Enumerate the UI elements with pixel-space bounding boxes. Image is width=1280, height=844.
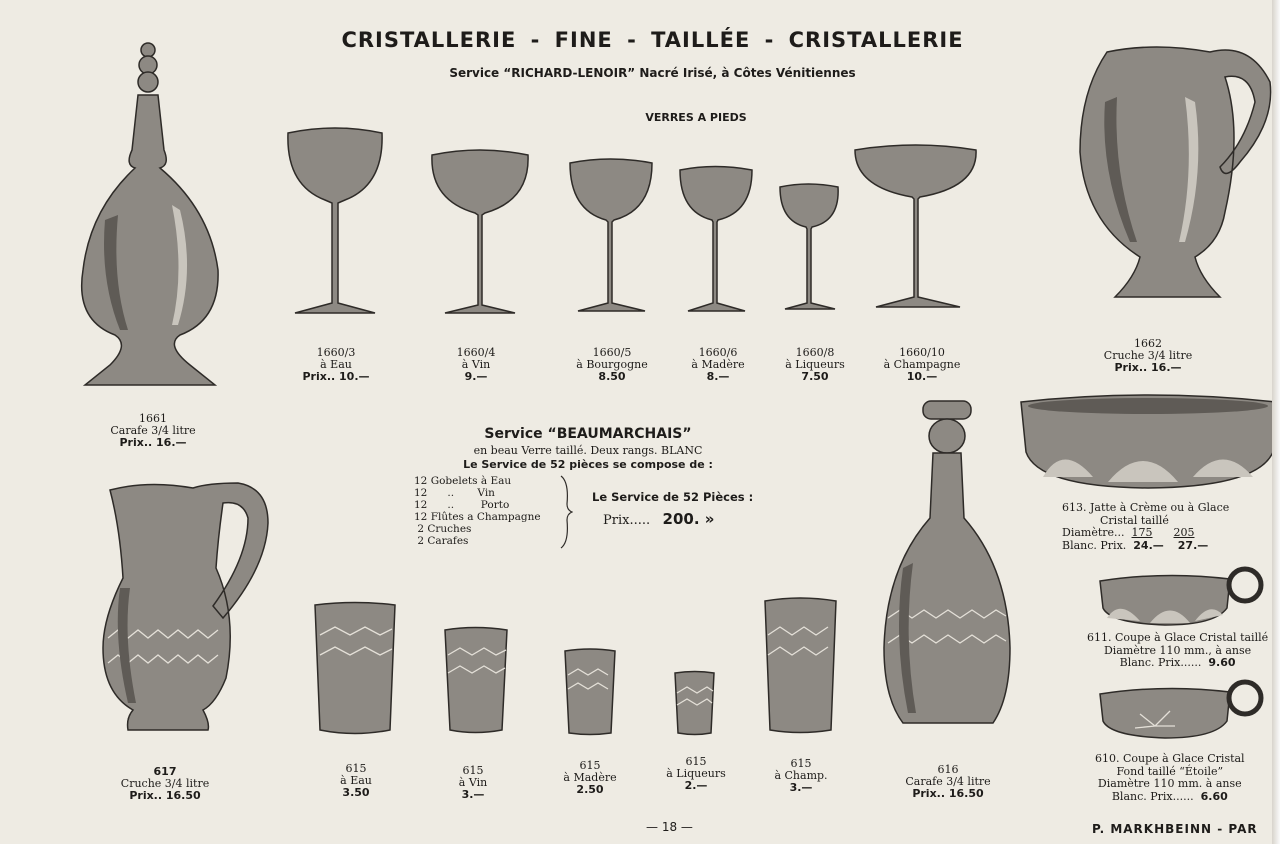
gobelet-champagne	[765, 598, 836, 733]
gobelet-eau	[315, 603, 395, 734]
page-subtitle: Service “RICHARD-LENOIR” Nacré Irisé, à Côtes Vénitiennes	[449, 66, 856, 80]
item-price: 24.—	[1133, 538, 1164, 552]
verre-caption	[302, 347, 369, 383]
price-row	[1062, 540, 1229, 553]
item-number: 1660/3	[316, 346, 356, 359]
glass-1660-10	[855, 145, 976, 307]
list-item: 12 Gobelets à Eau	[414, 475, 512, 487]
item-name: à Liqueurs	[785, 358, 845, 371]
item-price: 10.—	[906, 370, 938, 383]
item-description: Diamètre 110 mm. à anse	[1097, 777, 1242, 790]
item-number: 615	[579, 759, 601, 772]
beaumarchais-description: en beau Verre taillé. Deux rangs. BLANC	[473, 444, 703, 457]
item-name: à Bourgogne	[576, 358, 648, 371]
item-price: 2.50	[576, 783, 604, 796]
item-price: 8.50	[598, 370, 626, 383]
item-price: 27.—	[1177, 538, 1209, 552]
carafe-616-caption	[905, 764, 990, 800]
service-total-price: 200. »	[662, 510, 715, 528]
item-number: 617	[153, 765, 177, 778]
list-item: 12 .. Porto	[414, 499, 510, 511]
item-name: à Vin	[458, 776, 488, 789]
cruche-617-caption	[121, 766, 209, 802]
coupe-611-caption	[1087, 632, 1268, 670]
item-price: 6.60	[1200, 789, 1228, 803]
item-title: 610. Coupe à Glace Cristal	[1095, 752, 1245, 765]
item-description: Diamètre 110 mm., à anse	[1103, 643, 1252, 657]
item-price: 7.50	[801, 370, 829, 383]
item-number: 615	[790, 757, 812, 770]
item-number: 615	[462, 764, 484, 777]
jatte-613-image	[1018, 392, 1280, 492]
item-name: à Champagne	[883, 358, 961, 371]
item-price: Prix.. 16.50	[129, 789, 201, 802]
item-price: 8.—	[706, 370, 730, 383]
carafe-1661-caption	[110, 413, 195, 449]
item-number: 1662	[1134, 337, 1162, 350]
item-price: 9.—	[464, 370, 488, 383]
item-name: Carafe 3/4 litre	[110, 424, 196, 437]
item-number: 1660/5	[592, 346, 632, 359]
diameter-value: 205	[1173, 526, 1195, 539]
carafe-616-image	[878, 398, 1018, 733]
item-name: à Madère	[691, 358, 745, 371]
price-label: Blanc. Prix.	[1062, 538, 1127, 552]
item-number: 1660/8	[795, 346, 835, 359]
price-label: Blanc. Prix......	[1119, 656, 1202, 669]
glass-1660-8	[780, 184, 838, 309]
item-price: 3.—	[789, 781, 813, 794]
verres-a-pieds-images	[280, 125, 1000, 320]
item-name: Cruche 3/4 litre	[120, 777, 210, 790]
brace	[559, 474, 573, 550]
list-item: 12 .. Vin	[414, 487, 495, 499]
price-label: Prix.....	[603, 513, 651, 528]
item-number: 1660/4	[456, 346, 496, 359]
item-name: à Eau	[320, 358, 352, 371]
item-description: Fond taillé “Étoile”	[1116, 764, 1224, 778]
coupe-611-image	[1095, 563, 1267, 628]
service-total-price-row	[603, 510, 714, 528]
item-name: Carafe 3/4 litre	[905, 775, 991, 788]
item-price: Prix.. 16.50	[912, 787, 984, 800]
list-item: 12 Flûtes a Champagne	[414, 511, 541, 523]
section-heading: VERRES A PIEDS	[645, 111, 747, 124]
gobelets-615-images	[310, 595, 840, 737]
diameter-value: 175	[1131, 526, 1153, 539]
item-price: Prix.. 16.—	[119, 436, 187, 449]
glass-1660-4	[432, 150, 528, 313]
gobelet-vin	[445, 628, 507, 733]
item-title: 611. Coupe à Glace Cristal taillé	[1087, 631, 1269, 644]
gobelet-liqueurs	[675, 672, 714, 735]
verre-caption	[576, 347, 647, 383]
page-number: — 18 —	[646, 820, 693, 834]
coupe-610-caption	[1095, 753, 1245, 803]
item-number: 1661	[138, 412, 167, 425]
page-edge	[1272, 0, 1280, 844]
cruche-1662-caption	[1104, 338, 1192, 374]
item-price: 3.—	[461, 788, 485, 801]
item-description: Cristal taillé	[1100, 513, 1169, 527]
item-price: Prix.. 16.—	[1114, 361, 1182, 374]
list-item: 2 Cruches	[414, 523, 472, 535]
glass-1660-3	[288, 128, 382, 313]
service-total-label: Le Service de 52 Pièces :	[592, 490, 754, 504]
item-name: à Vin	[461, 358, 491, 371]
verre-caption	[785, 347, 845, 383]
item-name: à Madère	[563, 771, 617, 784]
item-price: 9.60	[1208, 656, 1236, 669]
beaumarchais-composition-list	[414, 475, 541, 547]
verre-caption	[884, 347, 961, 383]
cruche-617-image	[98, 478, 273, 734]
item-number: 616	[937, 763, 959, 776]
publisher-name: P. MARKHBEINN - PAR	[1092, 822, 1258, 836]
gobelet-caption	[459, 765, 487, 801]
carafe-1661-image	[80, 40, 230, 390]
gobelet-madere	[565, 649, 615, 735]
item-number: 615	[685, 755, 707, 768]
gobelet-caption	[666, 756, 726, 792]
item-price: 3.50	[342, 786, 370, 799]
jatte-613-caption	[1062, 502, 1229, 552]
beaumarchais-composition-heading: Le Service de 52 pièces se compose de :	[463, 458, 713, 471]
cruche-1662-image	[1075, 42, 1275, 304]
item-name: à Champ.	[774, 769, 828, 782]
gobelet-caption	[340, 763, 372, 799]
diameter-label: Diamètre...	[1062, 526, 1125, 539]
item-name: Cruche 3/4 litre	[1103, 349, 1193, 362]
price-label: Blanc. Prix......	[1111, 789, 1194, 803]
gobelet-caption	[774, 758, 827, 794]
beaumarchais-title: Service “BEAUMARCHAIS”	[484, 426, 692, 442]
item-name: à Eau	[340, 774, 372, 787]
gobelet-caption	[563, 760, 616, 796]
verre-caption	[691, 347, 744, 383]
item-number: 615	[345, 762, 367, 775]
coupe-610-image	[1095, 676, 1267, 741]
list-item: 2 Carafes	[414, 535, 469, 547]
item-name: à Liqueurs	[666, 767, 726, 780]
item-number: 1660/10	[899, 346, 945, 359]
item-number: 1660/6	[698, 346, 738, 359]
item-title: 613. Jatte à Crème ou à Glace	[1062, 501, 1230, 514]
glass-1660-5	[570, 159, 652, 311]
page-title: CRISTALLERIE - FINE - TAILLÉE - CRISTALLERIE	[341, 28, 964, 52]
glass-1660-6	[680, 167, 752, 312]
item-price: 2.—	[684, 779, 708, 792]
item-price: Prix.. 10.—	[302, 370, 370, 383]
verre-caption	[457, 347, 496, 383]
